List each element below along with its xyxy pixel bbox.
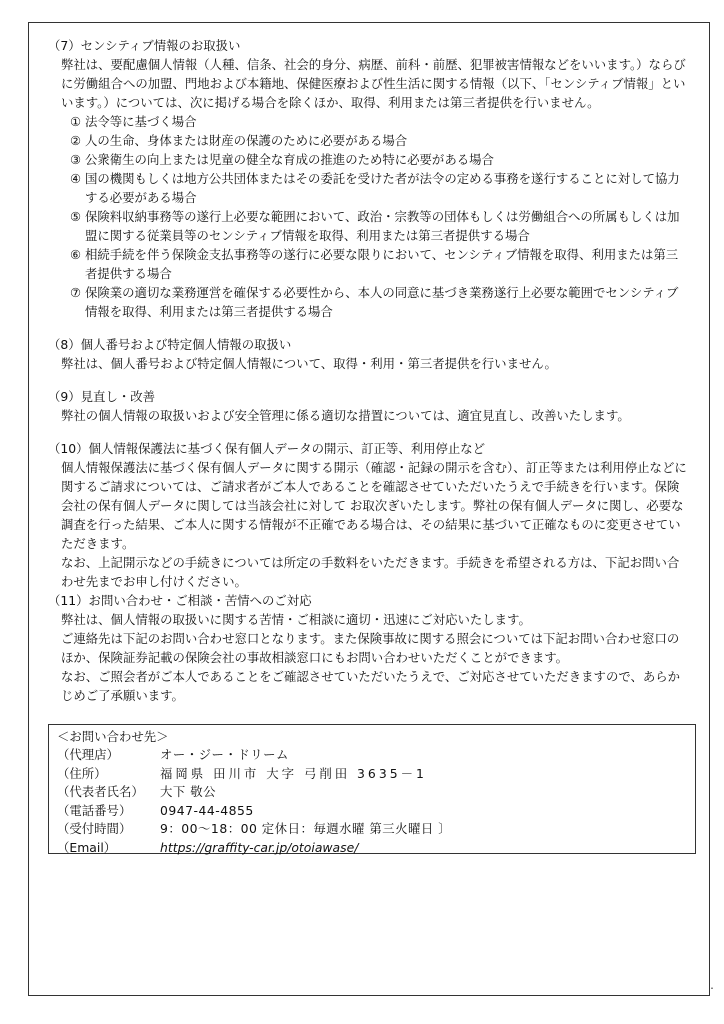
- section-paragraph: 個人情報保護法に基づく保有個人データに関する開示（確認・記録の開示を含む）、訂正等または利用停止などに関するご請求については、ご請求者がご本人であることを確認させていただいたうえで手続きを行います。保険会社の保有個人データに関しては当該会社に対して お取次ぎいたします。弊社の保有個人データに関し、必要な調査を行った結果、ご本人に関する情報が不正確である場合は、その結果に基づいて正確なものに変更させていただきます。: [61, 460, 687, 551]
- exception-list: [48, 112, 688, 321]
- section-paragraph: なお、上記開示などの手続きについては所定の手数料をいただきます。手続きを希望される方は、下記お問い合わせ先までお申し付けください。: [61, 555, 680, 589]
- item-number: ③: [70, 152, 82, 167]
- item-number: ④: [70, 171, 82, 186]
- list-item: [70, 150, 688, 169]
- item-number: ①: [70, 114, 82, 129]
- contact-label: （住所）: [57, 765, 107, 781]
- contact-value: オー・ジー・ドリーム: [160, 747, 289, 762]
- document-body: [48, 36, 688, 719]
- section-sensitive-info: [48, 36, 688, 321]
- contact-link[interactable]: https://graffity-car.jp/otoiawase/: [160, 839, 359, 855]
- contact-label: （代理店）: [57, 747, 119, 762]
- item-text: 相続手続を伴う保険金支払事務等の遂行に必要な限りにおいて、センシティブ情報を取得、利用または第三者提供する場合: [85, 247, 679, 281]
- item-text: 国の機関もしくは地方公共団体またはその委託を受けた者が法令の定める事務を遂行することに対して協力する必要がある場合: [85, 171, 680, 205]
- item-number: ②: [70, 133, 82, 148]
- corner-mark: ・: [708, 984, 716, 993]
- section-heading: （9）見直し・改善: [48, 389, 156, 404]
- item-number: ⑦: [70, 285, 82, 300]
- list-item: [70, 207, 688, 245]
- contact-label: （受付時間）: [57, 821, 132, 836]
- section-review: [48, 387, 688, 425]
- section-inquiries: [48, 591, 688, 705]
- contact-title: ＜お問い合わせ先＞: [57, 729, 169, 744]
- section-heading: （8）個人番号および特定個人情報の取扱い: [48, 337, 292, 352]
- contact-row-agency: [57, 746, 687, 765]
- list-item: [70, 283, 688, 321]
- item-number: ⑥: [70, 247, 82, 262]
- contact-value: 福岡県 田川市 大字 弓削田 3635－1: [160, 765, 427, 781]
- item-text: 人の生命、身体または財産の保護のために必要がある場合: [85, 133, 408, 148]
- contact-row-representative: [57, 783, 687, 802]
- list-item: [70, 245, 688, 283]
- list-item: [70, 169, 688, 207]
- contact-label: （Email）: [57, 839, 117, 855]
- contact-box: [48, 724, 696, 854]
- section-paragraph: 弊社は、個人情報の取扱いに関する苦情・ご相談に適切・迅速にご対応いたします。: [61, 612, 531, 627]
- item-text: 保険業の適切な業務運営を確保する必要性から、本人の同意に基づき業務遂行上必要な範囲でセンシティブ情報を取得、利用または第三者提供する場合: [85, 285, 679, 319]
- section-paragraph: 弊社の個人情報の取扱いおよび安全管理に係る適切な措置については、適宜見直し、改善いたします。: [61, 408, 630, 423]
- contact-row-phone: [57, 802, 687, 821]
- section-paragraph: なお、ご照会者がご本人であることをご確認させていただいたうえで、ご対応させていただきますので、あらかじめご了承願います。: [61, 669, 681, 703]
- item-text: 法令等に基づく場合: [85, 114, 197, 129]
- item-number: ⑤: [70, 209, 82, 224]
- section-my-number: [48, 335, 688, 373]
- section-disclosure: [48, 439, 688, 591]
- section-paragraph: ご連絡先は下記のお問い合わせ窓口となります。また保険事故に関する照会については下記お問い合わせ窓口のほか、保険証券記載の保険会社の事故相談窓口にもお問い合わせいただくことができます。: [61, 631, 680, 665]
- section-heading: （7）センシティブ情報のお取扱い: [48, 38, 241, 53]
- item-text: 公衆衛生の向上または児童の健全な育成の推進のため特に必要がある場合: [85, 152, 494, 167]
- contact-value: 0947-44-4855: [160, 802, 254, 818]
- list-item: [70, 131, 688, 150]
- item-text: 保険料収納事務等の遂行上必要な範囲において、政治・宗教等の団体もしくは労働組合への所属もしくは加盟に関する従業員等のセンシティブ情報を取得、利用または第三者提供する場合: [85, 209, 680, 243]
- contact-label: （電話番号）: [57, 802, 132, 818]
- contact-value: 9：00～18：00 定休日：毎週水曜 第三火曜日 〕: [160, 821, 452, 836]
- list-item: [70, 112, 688, 131]
- section-paragraph: 弊社は、個人番号および特定個人情報について、取得・利用・第三者提供を行いません。: [61, 356, 557, 371]
- contact-row-address: [57, 765, 687, 784]
- contact-value: 大下 敬公: [160, 784, 217, 799]
- contact-row-hours: [57, 820, 687, 839]
- section-heading: （11）お問い合わせ・ご相談・苦情へのご対応: [48, 593, 312, 608]
- contact-row-email: [57, 839, 687, 858]
- contact-label: （代表者氏名）: [57, 784, 144, 799]
- section-heading: （10）個人情報保護法に基づく保有個人データの開示、訂正等、利用停止など: [48, 441, 486, 456]
- section-paragraph: 弊社は、要配慮個人情報（人種、信条、社会的身分、病歴、前科・前歴、犯罪被害情報などをいいます。）ならびに労働組合への加盟、門地および本籍地、保健医療および性生活に関する情報（以下、「センシティブ情報」といいます。）については、次に掲げる場合を除くほか、取得、利用または第三者提供を行いません。: [61, 57, 686, 110]
